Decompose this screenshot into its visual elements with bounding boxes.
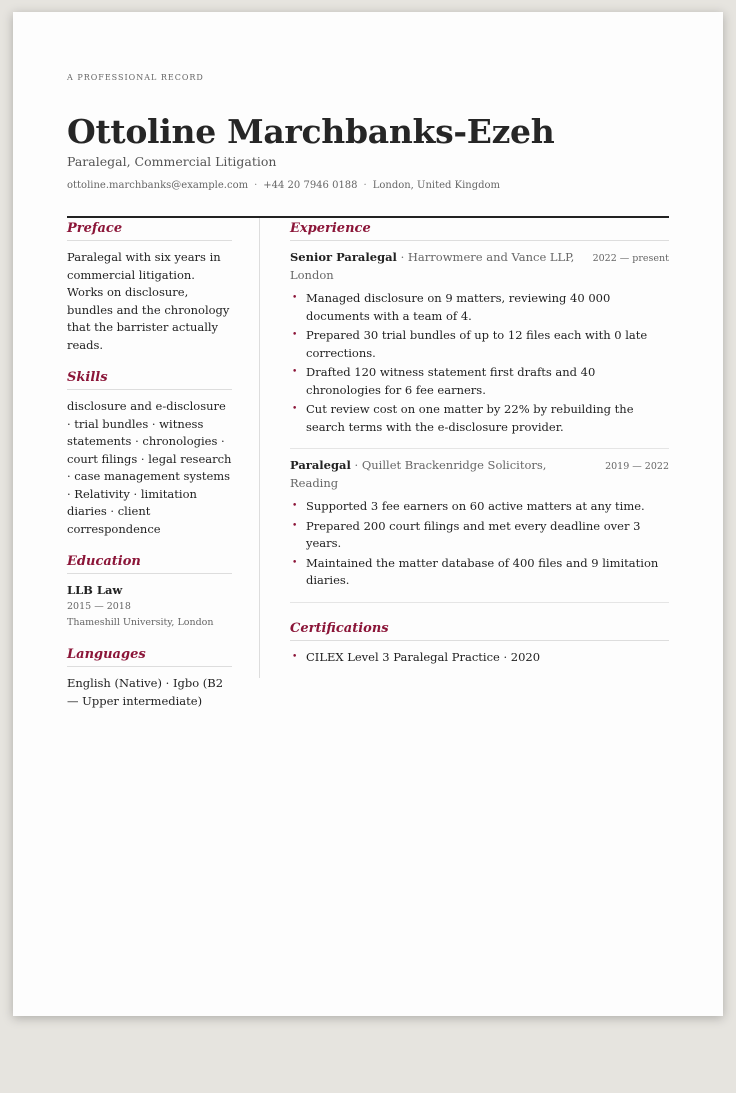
preface-text: Paralegal with six years in commercial litigation. Works on disclosure, bundles and the chronology that the barrister actually reads.	[67, 250, 230, 352]
skills-section	[67, 370, 232, 538]
contact-separator: ·	[254, 180, 258, 191]
job-entry	[290, 249, 669, 449]
kicker: A PROFESSIONAL RECORD	[67, 73, 204, 82]
job-bullets	[290, 290, 669, 436]
job-organisation: · Quillet Brackenridge Solicitors, Reading	[290, 458, 547, 490]
job-organisation: · Harrowmere and Vance LLP, London	[290, 250, 575, 282]
section-title-certifications: Certifications	[290, 621, 669, 641]
contact-separator: ·	[363, 180, 367, 191]
contact-phone[interactable]: +44 20 7946 0188	[263, 180, 358, 191]
job-header	[290, 457, 669, 492]
column-divider	[259, 218, 260, 678]
section-title-skills: Skills	[67, 370, 232, 390]
main-column	[290, 218, 669, 668]
job-title: Senior Paralegal	[290, 250, 397, 264]
skills-text: disclosure and e-disclosure · trial bundles · witness statements · chronologies · court filings · legal research · case management systems · Relativity · limitation diaries · client correspondence	[67, 399, 232, 536]
person-role: Paralegal, Commercial Litigation	[67, 154, 277, 169]
job-dates: 2019 — 2022	[605, 461, 669, 472]
person-name: Ottoline Marchbanks-Ezeh	[67, 112, 555, 151]
job-bullet: • Supported 3 fee earners on 60 active matters at any time.	[290, 498, 669, 516]
job-bullet: • Drafted 120 witness statement first drafts and 40 chronologies for 6 fee earners.	[290, 364, 669, 399]
certification-item: • CILEX Level 3 Paralegal Practice · 2020	[290, 649, 669, 667]
section-title-education: Education	[67, 554, 232, 574]
section-title-experience: Experience	[290, 218, 669, 241]
job-entry	[290, 457, 669, 603]
job-bullet: • Maintained the matter database of 400 files and 9 limitation diaries.	[290, 555, 669, 590]
job-bullet: • Cut review cost on one matter by 22% by rebuilding the search terms with the e-disclosure provider.	[290, 401, 669, 436]
contact-email[interactable]: ottoline.marchbanks@example.com	[67, 180, 249, 191]
job-bullet: • Managed disclosure on 9 matters, reviewing 40 000 documents with a team of 4.	[290, 290, 669, 325]
preface-section	[67, 218, 232, 354]
languages-text: English (Native) · Igbo (B2 — Upper intermediate)	[67, 676, 224, 708]
job-bullets	[290, 498, 669, 590]
job-title: Paralegal	[290, 458, 351, 472]
resume-page	[13, 12, 723, 1016]
job-header	[290, 249, 669, 284]
education-years: 2015 — 2018	[67, 601, 131, 612]
education-section	[67, 554, 232, 631]
contact-line	[67, 180, 500, 191]
certification-list	[290, 649, 669, 667]
job-bullet: • Prepared 30 trial bundles of up to 12 files each with 0 late corrections.	[290, 327, 669, 362]
section-title-languages: Languages	[67, 647, 232, 667]
education-school: Thameshill University, London	[67, 617, 214, 628]
job-dates: 2022 — present	[592, 253, 669, 264]
sidebar	[67, 218, 232, 726]
languages-section	[67, 647, 232, 710]
education-degree: LLB Law	[67, 583, 123, 597]
section-title-preface: Preface	[67, 218, 232, 241]
job-bullet: • Prepared 200 court filings and met every deadline over 3 years.	[290, 518, 669, 553]
contact-location: London, United Kingdom	[372, 180, 501, 191]
